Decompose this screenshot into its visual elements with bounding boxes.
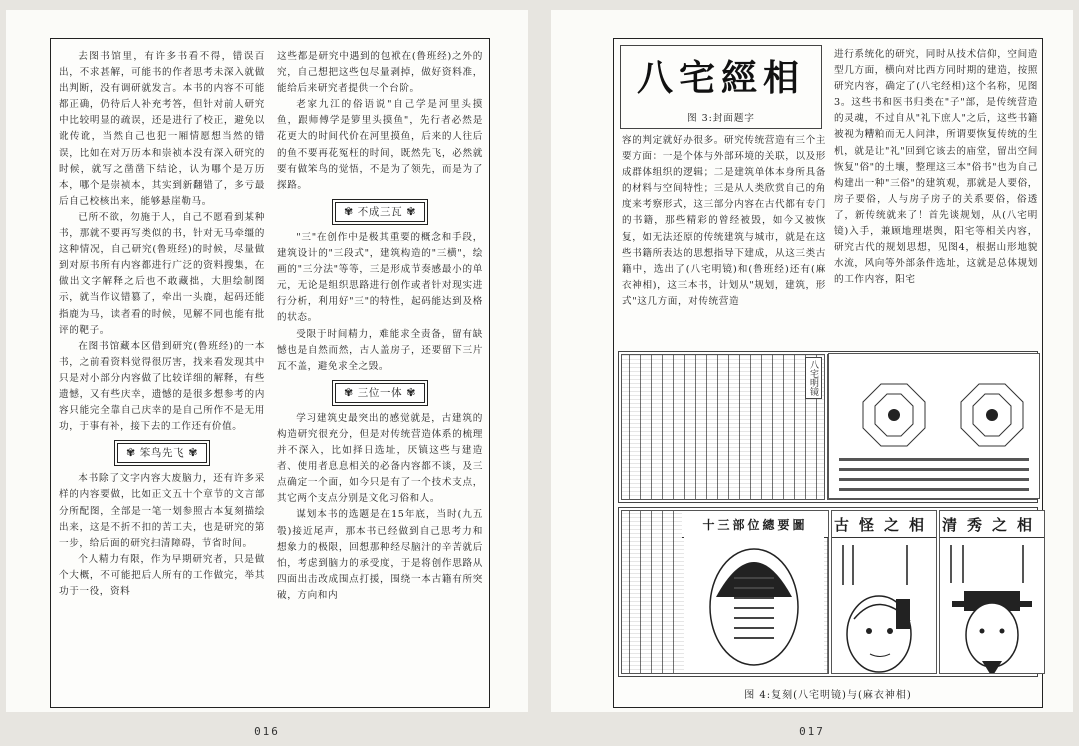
paragraph: 进行系统化的研究，同时从技术信仰，空间造型几方面，横向对比西方同时期的建造，按照研究内容，确定了(八宅经相)这个名称，见图3。这些书和医书归类在"子"部，是传统营造的灵魂，不过自从"礼下庶人"之后，这些书籍被视为糟粕而无人问津，所谓要恢复传统的生机，就是让"礼"回到它该去的庙堂，留出空间恢复"俗"的土壤，整理这三本"俗书"也为自己构建出一种"三俗"的建筑观，那就是人要俗，房子要俗，人与房子房子的关系要俗，俗透了，新传统就来了！首先谈规划，从(八宅明镜)入手，兼顾地理堪舆，阳宅等相关内容，研究古代的规划思想，见图4，根据山形地貌水流，风向等外部条件选址，这就是总体规划的工作内容，阳宅 [834, 49, 1038, 286]
paragraph: 老家九江的俗语说"自己学是河里头摸鱼，跟师傅学是箩里头摸鱼"，先行者必然是花更大的时间代价在河里摸鱼，后来的人往后的鱼不要再花冤枉的时间，既然先飞，必然就要有做笨鸟的觉悟，不是为了领先，而是为了探路。 [277, 99, 483, 191]
paragraph: 这些都是研究中遇到的包袱在(鲁班经)之外的究，自己想把这些包尽量剥掉，做好资料准，能给后来研究者提供一个台阶。 [277, 51, 483, 95]
panel-header: 古怪之相 [832, 511, 936, 538]
octagon-bagua-diagram [829, 354, 1037, 498]
flower-ornament-icon: ✾ [125, 446, 136, 460]
section-heading: ✾ 笨鸟先飞 ✾ [59, 443, 265, 463]
flower-ornament-icon: ✾ [188, 446, 199, 460]
flower-ornament-icon: ✾ [343, 204, 354, 218]
paragraph: 容的判定就好办很多。研究传统营造有三个主要方面：一是个体与外部环境的关联，以及形成群体组织的逻辑；二是建筑单体本身所具备的材料与空间特性；三是从人类欣赏自己的角度来考察形式，这三部分内容在古代都有专门的书籍，那些精彩的曾经被毁，如今又被恢复，如无法还原的传统建筑与城市，就是在这些书籍所表达的思想指导下建成，从这三类古籍中，选出了(八宅明镜)和(鲁班经)还有(麻衣神相)，这三本书，计划从"规划，建筑，形式"这几方面，对传统营造 [622, 135, 826, 307]
left-page [6, 10, 528, 738]
odd-face-portrait [834, 539, 934, 674]
bagua-diagram-panel [828, 353, 1040, 499]
paragraph: 个人精力有限，作为早期研究者，只是做个大概，不可能把后人所有的工作做完，举其功于一役，资料 [59, 553, 265, 597]
face-chart-illustration [684, 537, 824, 674]
calligraphy-title: 八宅經相 [636, 57, 805, 99]
figure-4-bottom-row [618, 507, 1042, 677]
bagua-panels [828, 351, 1038, 501]
fine-face-portrait [942, 539, 1042, 674]
cover-calligraphy-figure [620, 45, 822, 129]
figure-4-caption: 图 4:复刻(八宅明镜)与(麻衣神相) [744, 690, 912, 701]
figure-3-caption: 图 3:封面题字 [687, 113, 755, 124]
right-page-frame [613, 38, 1043, 708]
paragraph: 本书除了文字内容大废脑力，还有许多采样的内容要做，比如正文五十个章节的文言部分所配图，全部是一笔一划参照古本复刻描绘出来，这是不折不扣的苦工夫，也是研究的第一步，给后面的研究扫清障碍，节省时间。 [59, 473, 265, 549]
flower-ornament-icon: ✾ [343, 385, 354, 399]
left-column-1 [59, 49, 265, 701]
section-heading: ✾ 不成三瓦 ✾ [277, 202, 483, 222]
paragraph: 去图书馆里，有许多书看不得，错误百出，不求甚解，可能书的作者思考未深入就做出判断，没有调研就发言。本书的内容不可能都正确，仍待后人补充考答，但针对前人研究中比较明显的疏误，还是进行了校正，避免以讹传讹，当然自己也犯一厢情愿想当然的错误，比如在对万历本和崇祯本没有深入研究的时候，就写之凿凿下结论，认为哪个是万历本，哪个是崇祯本，其实到新翻错了，多亏最后自己校核出来，能够悬崖勒马。 [59, 51, 265, 207]
right-column-left [622, 133, 826, 345]
page-number: 016 [254, 725, 280, 738]
panel-header: 十三部位總要圖 [682, 511, 828, 538]
paragraph: "三"在创作中是极其重要的概念和手段，建筑设计的"三段式"，建筑构造的"三横"，绘画的"三分法"等等，三是形成节奏感最小的单元，无论是组织思路进行创作或者针对现实进行分析，利用好"三"的特性，起码能达到及格的状态。 [277, 231, 483, 324]
right-column-top [834, 47, 1038, 347]
paragraph: 学习建筑史最突出的感觉就是，古建筑的构造研究很充分，但是对传统营造体系的梳理并不深入，比如择日选址，厌镇这些与建造者、使用者息息相关的必备内容都不谈，及三点确定一个面，如今只是有了一个技术支点，其它两个支点分别是文化习俗和人。 [277, 412, 483, 505]
section-heading: ✾ 三位一体 ✾ [277, 383, 483, 403]
flower-ornament-icon: ✾ [406, 204, 417, 218]
left-page-frame [50, 38, 490, 708]
panel-header: 清秀之相 [940, 511, 1044, 538]
panel-label: 八宅明镜 [805, 357, 822, 399]
paragraph: 受限于时间精力，难能求全责备，留有缺憾也是自然而然，古人盖房子，还要留下三片瓦不盖，避免求全之毁。 [277, 328, 483, 372]
fine-face-panel [939, 510, 1045, 674]
paragraph: 谋划本书的选题是在15年底，当时(九五彀)接近尾声，那本书已经做到自己思考力和想象力的极限，回想那种经尽脑汁的辛苦就后怕，考虑到脑力的承受度，于是将创作思路从四面出击改成围点打援，围绕一本古籍有所突破，方向和内 [277, 509, 483, 601]
eight-mansions-text-panel [621, 354, 825, 500]
paragraph: 已所不欲，勿施于人，自己不愿看到某种书，那就不要再写类似的书，针对无马牵缰的这种情况，自己研究(鲁班经)的时候，尽量做到对原书所有内容都进行广泛的资料搜集，在做出文字解释之后也不敢藏拙，大胆绘制图示，就当作议错篡了，牵出一头鹿，起码还能指鹿为马，读者看的时候，见解不同也能有批评的靶子。 [59, 211, 265, 336]
page-number: 017 [799, 725, 825, 738]
face-thirteen-positions-panel [621, 510, 829, 674]
paragraph: 在图书馆藏本区借到研究(鲁班经)的一本书，之前看资料觉得很厉害，找来看发现其中只是对小部分内容做了比较详细的解释，有些遗憾，又有些庆幸，遗憾的是很多想参考的内容只能完全靠自己庆幸的是自己所作不是无用功，于事有补，接下去的工作还有价值。 [59, 340, 265, 433]
left-column-2 [277, 49, 483, 701]
right-page [551, 10, 1073, 738]
odd-face-panel [831, 510, 937, 674]
flower-ornament-icon: ✾ [406, 385, 417, 399]
